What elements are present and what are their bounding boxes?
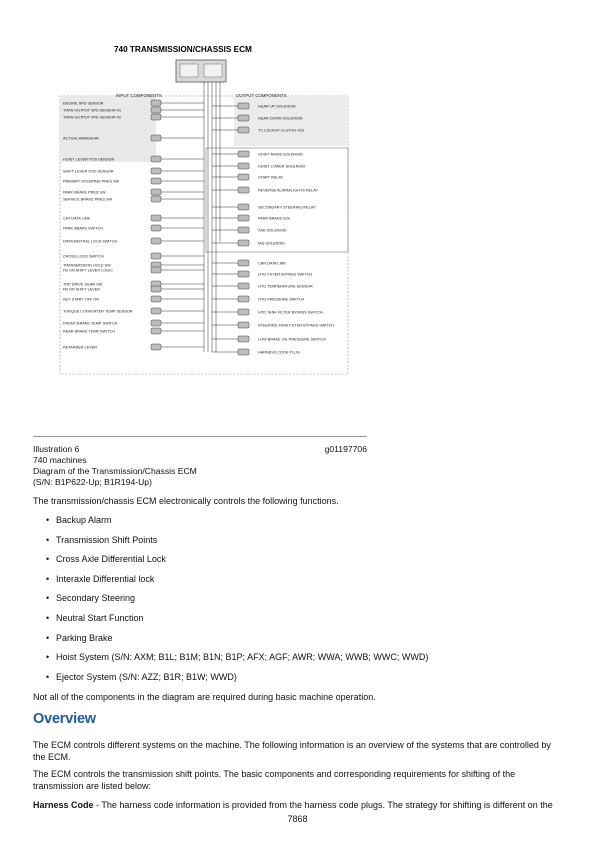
input-device-icon [151,100,161,106]
input-device-icon [151,296,161,302]
input-device-icon [151,196,161,202]
output-component-label: CAN DATA LINK [258,261,286,266]
output-device-icon [238,187,249,193]
output-component-label: GEAR UP SOLENOID [258,104,296,109]
input-device-icon [151,107,161,113]
input-device-icon [151,238,161,244]
input-device-icon [151,344,161,350]
list-item: • Backup Alarm [46,514,566,534]
output-device-icon [238,309,249,315]
input-component-label: CAT DATA LINK [63,216,91,221]
input-component-label: REAR BRAKE TEMP SWITCH [63,329,115,334]
output-device-icon [238,204,249,210]
input-device-icon [151,189,161,195]
output-component-label: HOIST RAISE SOLENOID [258,152,303,157]
list-item: • Neutral Start Function [46,612,566,632]
output-device-icon [238,260,249,266]
output-component-label: SECONDARY STEERING RELAY [258,205,316,210]
overview-paragraph-1: The ECM controls different systems on the machine. The following information is an overview of the systems that are controlled by the ECM. [33,740,551,762]
output-device-icon [238,227,249,233]
note-text: Not all of the components in the diagram are required during basic machine operation. [33,692,376,702]
output-device-icon [238,174,249,180]
output-device-icon [238,271,249,277]
input-component-label: ACTUAL AMBIGEAR [63,136,99,141]
output-device-icon [238,103,249,109]
harness-code-paragraph [33,800,563,812]
output-component-label: XAD SOLENOID [258,228,287,233]
list-item: • Hoist System (S/N: AXM; B1L; B1M; B1N; B1P; AFX; AGF; AWR; WWA; WWB; WWC; WWD) [46,651,566,671]
output-device-icon [238,322,249,328]
caption-rule [33,436,367,437]
output-device-icon [238,151,249,157]
output-component-label: HOIST LOWER SOLENOID [258,164,306,169]
output-device-icon [238,296,249,302]
input-component-label: KEY START OFF ON [63,297,100,302]
input-device-icon [151,308,161,314]
output-component-label: HARNESS CODE PLUG [258,350,300,355]
input-component-label: PARK BRAKE SWITCH [63,226,104,231]
intro-text: The transmission/chassis ECM electronically controls the following functions. [33,496,339,506]
input-device-icon [151,286,161,292]
input-component-label: FB ON SHIFT LEVER [63,287,101,292]
illustration-id: g01197706 [324,444,367,454]
ecm-connector-j1 [180,64,198,77]
list-item: • Secondary Steering [46,592,566,612]
list-item: • Cross Axle Differential Lock [46,553,566,573]
overview-paragraph-2: The ECM controls the transmission shift points. The basic components and corresponding requirements for shifting of the transmission are listed below: [33,769,516,791]
input-device-icon [151,135,161,141]
input-device-icon [151,156,161,162]
function-list [46,514,566,690]
ecm-wiring-diagram [56,40,352,378]
output-component-label: OTG PRESSURE SWITCH [258,297,305,302]
input-component-label: CROSS LOCK SWITCH [63,254,104,259]
diagram-title: 740 TRANSMISSION/CHASSIS ECM [114,45,252,54]
section-title-overview: Overview [33,711,96,727]
input-component-label: FB ON SHIFT LEVER LOGIC [63,268,113,273]
ecm-connector-j2 [204,64,222,77]
list-item: • Interaxle Differential lock [46,573,566,593]
caption-line-2: Diagram of the Transmission/Chassis ECM [33,466,197,476]
output-device-icon [238,283,249,289]
output-component-label: OTG TEMPERATURE SENSOR [258,284,313,289]
input-device-icon [151,225,161,231]
input-device-icon [151,215,161,221]
input-component-label: TRANSMISSION HOLD SW [63,263,111,268]
list-item: • Ejector System (S/N: AZZ; B1R; B1W; WWD) [46,671,566,691]
caption-line-1: 740 machines [33,455,87,465]
input-component-label: TORQUE CONVERTER TEMP SENSOR [63,309,133,314]
output-component-label: HYD TANK FILTER BYPASS SWITCH [258,310,323,315]
output-component-label: PARK BRAKE SOL [258,216,291,221]
ecm-diagram-svg [56,40,352,378]
input-component-label: SERVICE BRAKE PRES SW [63,197,113,202]
page-number: 7868 [287,814,308,824]
wire-bundle [204,82,220,352]
input-device-icon [151,253,161,259]
caption-line-3: (S/N: B1P622-Up; B1R194-Up) [33,477,152,487]
input-device-icon [151,267,161,273]
harness-code-text: - The harness code information is provided from the harness code plugs. The strategy for shifting is different on the [93,800,553,810]
input-component-label: PRIMARY STEERING PRES SW [63,179,120,184]
output-header: OUTPUT COMPONENTS [236,93,287,98]
input-component-label: FRONT BRAKE TEMP SWITCH [63,321,118,326]
input-component-label: RETARDER LEVER [63,345,98,350]
list-item: • Transmission Shift Points [46,534,566,554]
output-device-icon [238,127,249,133]
speed-sensor-shade [60,96,156,162]
input-device-icon [151,114,161,120]
input-component-label: ENGINE SPD SENSOR [63,101,104,106]
output-device-icon [238,215,249,221]
figure-caption [33,444,367,488]
input-component-label: DIFFERENTIAL LOCK SWITCH [63,239,118,244]
output-component-label: IAD SOLENOID [258,241,286,246]
output-device-icon [238,163,249,169]
input-device-icon [151,168,161,174]
input-device-icon [151,178,161,184]
output-device-icon [238,349,249,355]
input-device-icon [151,320,161,326]
input-component-label: HOIST LEVER POS SENSOR [63,157,115,162]
input-device-icon [151,328,161,334]
output-component-label: REVERSE ALARM/LIGHTS RELAY [258,188,319,193]
output-device-icon [238,240,249,246]
output-component-label: GEAR DOWN SOLENOID [258,116,303,121]
input-component-label: TOP DRIVE GEAR SW [63,282,103,287]
output-component-label: OTG FILTER BYPASS SWITCH [258,272,313,277]
output-component-label: STEERING TANK FILTER BYPASS SWITCH [258,323,335,328]
output-component-label: LOW BRAKE OIL PRESSURE SWITCH [258,337,326,342]
output-component-label: START RELAY [258,175,284,180]
input-component-label: TRAN OUTPUT SPD SENSOR #1 [63,108,122,113]
list-item: • Parking Brake [46,632,566,652]
output-component-label: TC LOCKUP CLUTCH SOL [258,128,305,133]
illustration-label: Illustration 6 [33,444,80,454]
input-header: INPUT COMPONENTS [116,93,162,98]
output-device-icon [238,115,249,121]
output-device-icon [238,336,249,342]
input-component-label: PARK BRAKE PRES SW [63,190,106,195]
input-component-label: SHIFT LEVER POS SENSOR [63,169,114,174]
harness-code-term: Harness Code [33,800,94,810]
input-component-label: TRAN OUTPUT SPD SENSOR #2 [63,115,122,120]
